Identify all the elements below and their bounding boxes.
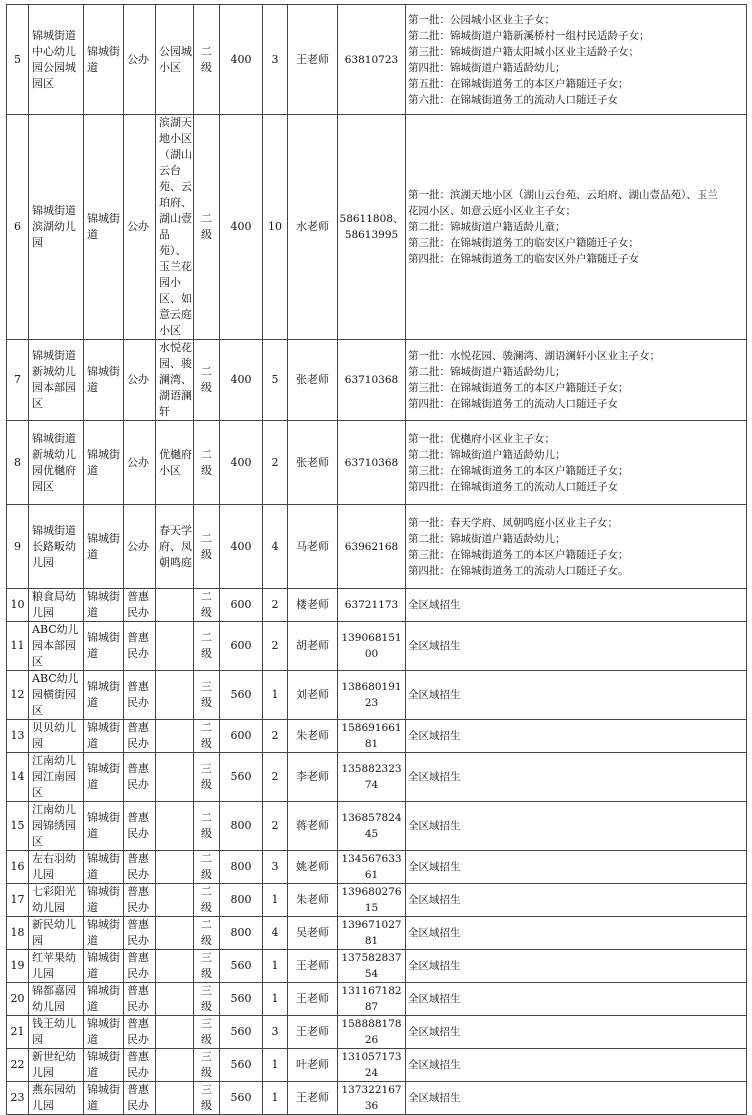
kindergarten-name: 锦城街道新城幼儿园优樾府园区	[29, 421, 84, 505]
phone-number: 13588232374	[338, 753, 406, 802]
fee-amount: 560	[220, 1049, 263, 1082]
street-name: 锦城街道	[84, 802, 124, 851]
street-name: 锦城街道	[84, 622, 124, 671]
kindergarten-name: 燕东园幼儿园	[29, 1082, 84, 1115]
school-level: 三级	[194, 983, 220, 1016]
row-number: 6	[7, 115, 29, 340]
residential-area	[156, 983, 194, 1016]
fee-amount: 560	[220, 1016, 263, 1049]
contact-person: 楼老师	[288, 589, 338, 622]
school-type: 普惠民办	[124, 753, 156, 802]
street-name: 锦城街道	[84, 589, 124, 622]
admission-scope	[406, 851, 747, 884]
admission-scope-line: 全区域招生	[408, 1092, 461, 1104]
school-level: 二级	[194, 340, 220, 421]
admission-scope-line: 第三批：在锦城街道务工的本区户籍随迁子女；	[408, 382, 629, 394]
fee-amount: 800	[220, 884, 263, 917]
admission-scope	[406, 884, 747, 917]
fee-amount: 560	[220, 1082, 263, 1115]
kindergarten-name: 新民幼儿园	[29, 917, 84, 950]
admission-scope-line: 全区域招生	[408, 927, 461, 939]
class-count: 1	[263, 983, 288, 1016]
school-type: 普惠民办	[124, 983, 156, 1016]
admission-scope-line: 全区域招生	[408, 820, 461, 832]
residential-area: 滨湖天地小区（湖山云台苑、云珀府、湖山壹品苑）、玉兰花园小区、如意云庭小区	[156, 115, 194, 340]
table-row	[7, 5, 747, 115]
admission-scope	[406, 1082, 747, 1115]
street-name: 锦城街道	[84, 115, 124, 340]
admission-scope-line: 第一批：滨湖天地小区（湖山云台苑、云珀府、湖山壹品苑）、玉兰	[408, 189, 718, 201]
admission-scope-line: 第一批：公园城小区业主子女；	[408, 13, 555, 26]
contact-person: 马老师	[288, 505, 338, 589]
school-type: 普惠民办	[124, 884, 156, 917]
table-row	[7, 720, 747, 753]
school-level: 三级	[194, 1016, 220, 1049]
row-number: 21	[7, 1016, 29, 1049]
school-type: 公办	[124, 5, 156, 115]
street-name: 锦城街道	[84, 917, 124, 950]
contact-person: 吴老师	[288, 917, 338, 950]
kindergarten-name: 左右羽幼儿园	[29, 851, 84, 884]
class-count: 1	[263, 884, 288, 917]
street-name: 锦城街道	[84, 340, 124, 421]
class-count: 5	[263, 340, 288, 421]
class-count: 1	[263, 671, 288, 720]
residential-area	[156, 622, 194, 671]
table-row	[7, 589, 747, 622]
fee-amount: 400	[220, 421, 263, 505]
phone-number: 15869166181	[338, 720, 406, 753]
kindergarten-name: 贝贝幼儿园	[29, 720, 84, 753]
table-row	[7, 983, 747, 1016]
admission-scope-line: 第五批：在锦城街道务工的本区户籍随迁子女；	[408, 77, 629, 90]
school-type: 普惠民办	[124, 720, 156, 753]
phone-number: 13105717324	[338, 1049, 406, 1082]
phone-number: 63710368	[338, 340, 406, 421]
admission-scope-line: 第二批：锦城街道户籍适龄幼儿；	[408, 366, 566, 378]
admission-scope	[406, 340, 747, 421]
admission-scope-line: 第三批：在锦城街道务工的临安区户籍随迁子女；	[408, 237, 639, 249]
school-type: 普惠民办	[124, 1049, 156, 1082]
row-number: 8	[7, 421, 29, 505]
contact-person: 王老师	[288, 1016, 338, 1049]
street-name: 锦城街道	[84, 1049, 124, 1082]
phone-number: 13116718287	[338, 983, 406, 1016]
phone-number: 63710368	[338, 421, 406, 505]
table-row	[7, 1049, 747, 1082]
row-number: 7	[7, 340, 29, 421]
contact-person: 朱老师	[288, 884, 338, 917]
admission-scope	[406, 802, 747, 851]
school-level: 二级	[194, 589, 220, 622]
admission-scope-line: 第六批：在锦城街道务工的流动人口随迁子女	[408, 93, 618, 106]
residential-area	[156, 802, 194, 851]
admission-scope-line: 第四批：在锦城街道务工的流动人口随迁子女	[408, 398, 618, 410]
street-name: 锦城街道	[84, 671, 124, 720]
school-type: 公办	[124, 115, 156, 340]
school-type: 普惠民办	[124, 1016, 156, 1049]
kindergarten-name: 江南幼儿园锦绣园区	[29, 802, 84, 851]
fee-amount: 400	[220, 115, 263, 340]
admission-scope-line: 第二批：锦城街道户籍适龄幼儿；	[408, 448, 566, 461]
admission-scope	[406, 917, 747, 950]
row-number: 16	[7, 851, 29, 884]
school-type: 普惠民办	[124, 802, 156, 851]
admission-scope-line: 第二批：锦城街道户籍适龄儿童；	[408, 221, 566, 233]
admission-scope-line: 全区域招生	[408, 689, 461, 701]
class-count: 2	[263, 753, 288, 802]
table-row	[7, 622, 747, 671]
admission-scope	[406, 505, 747, 589]
kindergarten-name: 红苹果幼儿园	[29, 950, 84, 983]
school-type: 普惠民办	[124, 1082, 156, 1115]
residential-area	[156, 950, 194, 983]
phone-number: 13456763361	[338, 851, 406, 884]
school-level: 二级	[194, 115, 220, 340]
class-count: 2	[263, 720, 288, 753]
phone-number: 13967102781	[338, 917, 406, 950]
row-number: 23	[7, 1082, 29, 1115]
fee-amount: 400	[220, 340, 263, 421]
class-count: 3	[263, 851, 288, 884]
school-type: 普惠民办	[124, 917, 156, 950]
kindergarten-name: 江南幼儿园江南园区	[29, 753, 84, 802]
contact-person: 王老师	[288, 983, 338, 1016]
kindergarten-name: ABC幼儿园横街园区	[29, 671, 84, 720]
table-row	[7, 917, 747, 950]
residential-area	[156, 917, 194, 950]
class-count: 2	[263, 421, 288, 505]
admission-scope	[406, 589, 747, 622]
contact-person: 张老师	[288, 340, 338, 421]
class-count: 10	[263, 115, 288, 340]
kindergarten-name: 新世纪幼儿园	[29, 1049, 84, 1082]
kindergarten-name: 锦城街道中心幼儿园公园城园区	[29, 5, 84, 115]
admission-scope-line: 第一批：水悦花园、骏澜湾、湖语澜轩小区业主子女；	[408, 350, 660, 362]
admission-scope-line: 第一批：春天学府、凤朝鸣庭小区业主子女；	[408, 516, 618, 529]
kindergarten-name: 锦城街道滨湖幼儿园	[29, 115, 84, 340]
school-level: 二级	[194, 505, 220, 589]
admission-scope	[406, 115, 747, 340]
street-name: 锦城街道	[84, 753, 124, 802]
row-number: 5	[7, 5, 29, 115]
fee-amount: 800	[220, 851, 263, 884]
fee-amount: 600	[220, 622, 263, 671]
school-type: 公办	[124, 340, 156, 421]
table-row	[7, 340, 747, 421]
residential-area	[156, 1082, 194, 1115]
residential-area: 水悦花园、骏澜湾、湖语澜轩	[156, 340, 194, 421]
contact-person: 水老师	[288, 115, 338, 340]
street-name: 锦城街道	[84, 884, 124, 917]
row-number: 18	[7, 917, 29, 950]
row-number: 9	[7, 505, 29, 589]
school-level: 二级	[194, 5, 220, 115]
class-count: 4	[263, 505, 288, 589]
residential-area	[156, 1049, 194, 1082]
contact-person: 叶老师	[288, 1049, 338, 1082]
admission-scope-line: 第三批：在锦城街道务工的本区户籍随迁子女；	[408, 464, 629, 477]
school-level: 三级	[194, 753, 220, 802]
street-name: 锦城街道	[84, 950, 124, 983]
class-count: 3	[263, 5, 288, 115]
table-row	[7, 950, 747, 983]
contact-person: 王老师	[288, 950, 338, 983]
phone-number: 63810723	[338, 5, 406, 115]
admission-scope-line: 第一批：优樾府小区业主子女；	[408, 432, 555, 445]
table-row	[7, 884, 747, 917]
street-name: 锦城街道	[84, 421, 124, 505]
admission-scope-line: 全区域招生	[408, 993, 461, 1005]
school-level: 二级	[194, 884, 220, 917]
street-name: 锦城街道	[84, 5, 124, 115]
admission-scope-line: 第三批：在锦城街道务工的本区户籍随迁子女；	[408, 548, 629, 561]
fee-amount: 400	[220, 5, 263, 115]
residential-area: 春天学府、凤朝鸣庭	[156, 505, 194, 589]
fee-amount: 600	[220, 720, 263, 753]
school-type: 普惠民办	[124, 950, 156, 983]
admission-scope	[406, 753, 747, 802]
admission-scope-line: 全区域招生	[408, 960, 461, 972]
school-level: 三级	[194, 950, 220, 983]
street-name: 锦城街道	[84, 1016, 124, 1049]
school-level: 二级	[194, 622, 220, 671]
admission-scope-line: 全区域招生	[408, 730, 461, 742]
kindergarten-name: 七彩阳光幼儿园	[29, 884, 84, 917]
row-number: 10	[7, 589, 29, 622]
admission-scope	[406, 950, 747, 983]
school-type: 公办	[124, 505, 156, 589]
admission-scope-line: 全区域招生	[408, 1026, 461, 1038]
class-count: 4	[263, 917, 288, 950]
contact-person: 张老师	[288, 421, 338, 505]
residential-area	[156, 589, 194, 622]
admission-scope	[406, 983, 747, 1016]
school-type: 普惠民办	[124, 671, 156, 720]
street-name: 锦城街道	[84, 851, 124, 884]
fee-amount: 600	[220, 589, 263, 622]
admission-scope-line: 全区域招生	[408, 1059, 461, 1071]
admission-scope-line: 全区域招生	[408, 599, 461, 611]
class-count: 1	[263, 950, 288, 983]
table-row	[7, 671, 747, 720]
residential-area	[156, 671, 194, 720]
phone-number: 63721173	[338, 589, 406, 622]
kindergarten-name: ABC幼儿园本部园区	[29, 622, 84, 671]
school-level: 二级	[194, 802, 220, 851]
school-level: 二级	[194, 720, 220, 753]
admission-scope-line: 第二批：锦城街道户籍适龄幼儿；	[408, 532, 566, 545]
admission-scope	[406, 421, 747, 505]
admission-scope	[406, 720, 747, 753]
row-number: 12	[7, 671, 29, 720]
school-level: 二级	[194, 851, 220, 884]
phone-number: 13685782445	[338, 802, 406, 851]
class-count: 1	[263, 1082, 288, 1115]
contact-person: 姚老师	[288, 851, 338, 884]
contact-person: 刘老师	[288, 671, 338, 720]
row-number: 13	[7, 720, 29, 753]
residential-area	[156, 720, 194, 753]
admission-scope-line: 第三批：锦城街道户籍太阳城小区业主适龄子女；	[408, 45, 639, 58]
admission-scope-line: 全区域招生	[408, 861, 461, 873]
class-count: 2	[263, 589, 288, 622]
table-row	[7, 421, 747, 505]
contact-person: 王老师	[288, 1082, 338, 1115]
admission-scope-line: 第四批：在锦城街道务工的流动人口随迁子女。	[408, 564, 629, 577]
residential-area	[156, 884, 194, 917]
admission-scope	[406, 622, 747, 671]
phone-number: 13758283754	[338, 950, 406, 983]
school-type: 普惠民办	[124, 589, 156, 622]
phone-number: 13732216736	[338, 1082, 406, 1115]
table-row	[7, 505, 747, 589]
contact-person: 李老师	[288, 753, 338, 802]
fee-amount: 560	[220, 983, 263, 1016]
admission-scope-line: 花园小区、如意云庭小区业主子女；	[408, 205, 576, 217]
table-row	[7, 753, 747, 802]
phone-number: 13906815100	[338, 622, 406, 671]
phone-number: 58611808、58613995	[338, 115, 406, 340]
residential-area	[156, 753, 194, 802]
class-count: 2	[263, 622, 288, 671]
admission-scope	[406, 5, 747, 115]
admission-scope-line: 第四批：在锦城街道务工的临安区外户籍随迁子女	[408, 253, 639, 265]
admission-scope-line: 全区域招生	[408, 894, 461, 906]
contact-person: 胡老师	[288, 622, 338, 671]
class-count: 3	[263, 1016, 288, 1049]
admission-scope-line: 全区域招生	[408, 640, 461, 652]
fee-amount: 400	[220, 505, 263, 589]
table-row	[7, 802, 747, 851]
residential-area: 优樾府小区	[156, 421, 194, 505]
residential-area: 公园城小区	[156, 5, 194, 115]
school-level: 二级	[194, 917, 220, 950]
row-number: 22	[7, 1049, 29, 1082]
table-row	[7, 1082, 747, 1115]
school-level: 三级	[194, 1082, 220, 1115]
row-number: 19	[7, 950, 29, 983]
school-level: 三级	[194, 671, 220, 720]
admission-scope-line: 全区域招生	[408, 771, 461, 783]
admission-scope	[406, 1016, 747, 1049]
row-number: 20	[7, 983, 29, 1016]
table-row	[7, 115, 747, 340]
row-number: 11	[7, 622, 29, 671]
class-count: 1	[263, 1049, 288, 1082]
school-level: 二级	[194, 421, 220, 505]
street-name: 锦城街道	[84, 505, 124, 589]
admission-scope-line: 第四批：在锦城街道务工的流动人口随迁子女	[408, 480, 618, 493]
contact-person: 朱老师	[288, 720, 338, 753]
contact-person: 王老师	[288, 5, 338, 115]
fee-amount: 800	[220, 802, 263, 851]
class-count: 2	[263, 802, 288, 851]
admission-scope-line: 第四批：锦城街道户籍适龄幼儿；	[408, 61, 566, 74]
phone-number: 13868019123	[338, 671, 406, 720]
school-type: 公办	[124, 421, 156, 505]
school-type: 普惠民办	[124, 622, 156, 671]
kindergarten-name: 钱王幼儿园	[29, 1016, 84, 1049]
enrollment-table	[6, 4, 747, 1115]
contact-person: 蒋老师	[288, 802, 338, 851]
admission-scope	[406, 671, 747, 720]
admission-scope	[406, 1049, 747, 1082]
row-number: 14	[7, 753, 29, 802]
kindergarten-name: 粮食局幼儿园	[29, 589, 84, 622]
phone-number: 15888817826	[338, 1016, 406, 1049]
residential-area	[156, 1016, 194, 1049]
street-name: 锦城街道	[84, 720, 124, 753]
kindergarten-name: 锦城街道长路畈幼儿园	[29, 505, 84, 589]
fee-amount: 560	[220, 950, 263, 983]
table-row	[7, 1016, 747, 1049]
fee-amount: 800	[220, 917, 263, 950]
school-level: 三级	[194, 1049, 220, 1082]
admission-scope-line: 第二批：锦城街道户籍新溪桥村一组村民适龄子女；	[408, 29, 650, 42]
street-name: 锦城街道	[84, 983, 124, 1016]
phone-number: 13968027615	[338, 884, 406, 917]
school-type: 普惠民办	[124, 851, 156, 884]
kindergarten-name: 锦城街道新城幼儿园本部园区	[29, 340, 84, 421]
row-number: 17	[7, 884, 29, 917]
fee-amount: 560	[220, 753, 263, 802]
residential-area	[156, 851, 194, 884]
row-number: 15	[7, 802, 29, 851]
table-row	[7, 851, 747, 884]
kindergarten-name: 锦都嘉园幼儿园	[29, 983, 84, 1016]
table-body	[7, 5, 747, 1115]
street-name: 锦城街道	[84, 1082, 124, 1115]
phone-number: 63962168	[338, 505, 406, 589]
fee-amount: 560	[220, 671, 263, 720]
